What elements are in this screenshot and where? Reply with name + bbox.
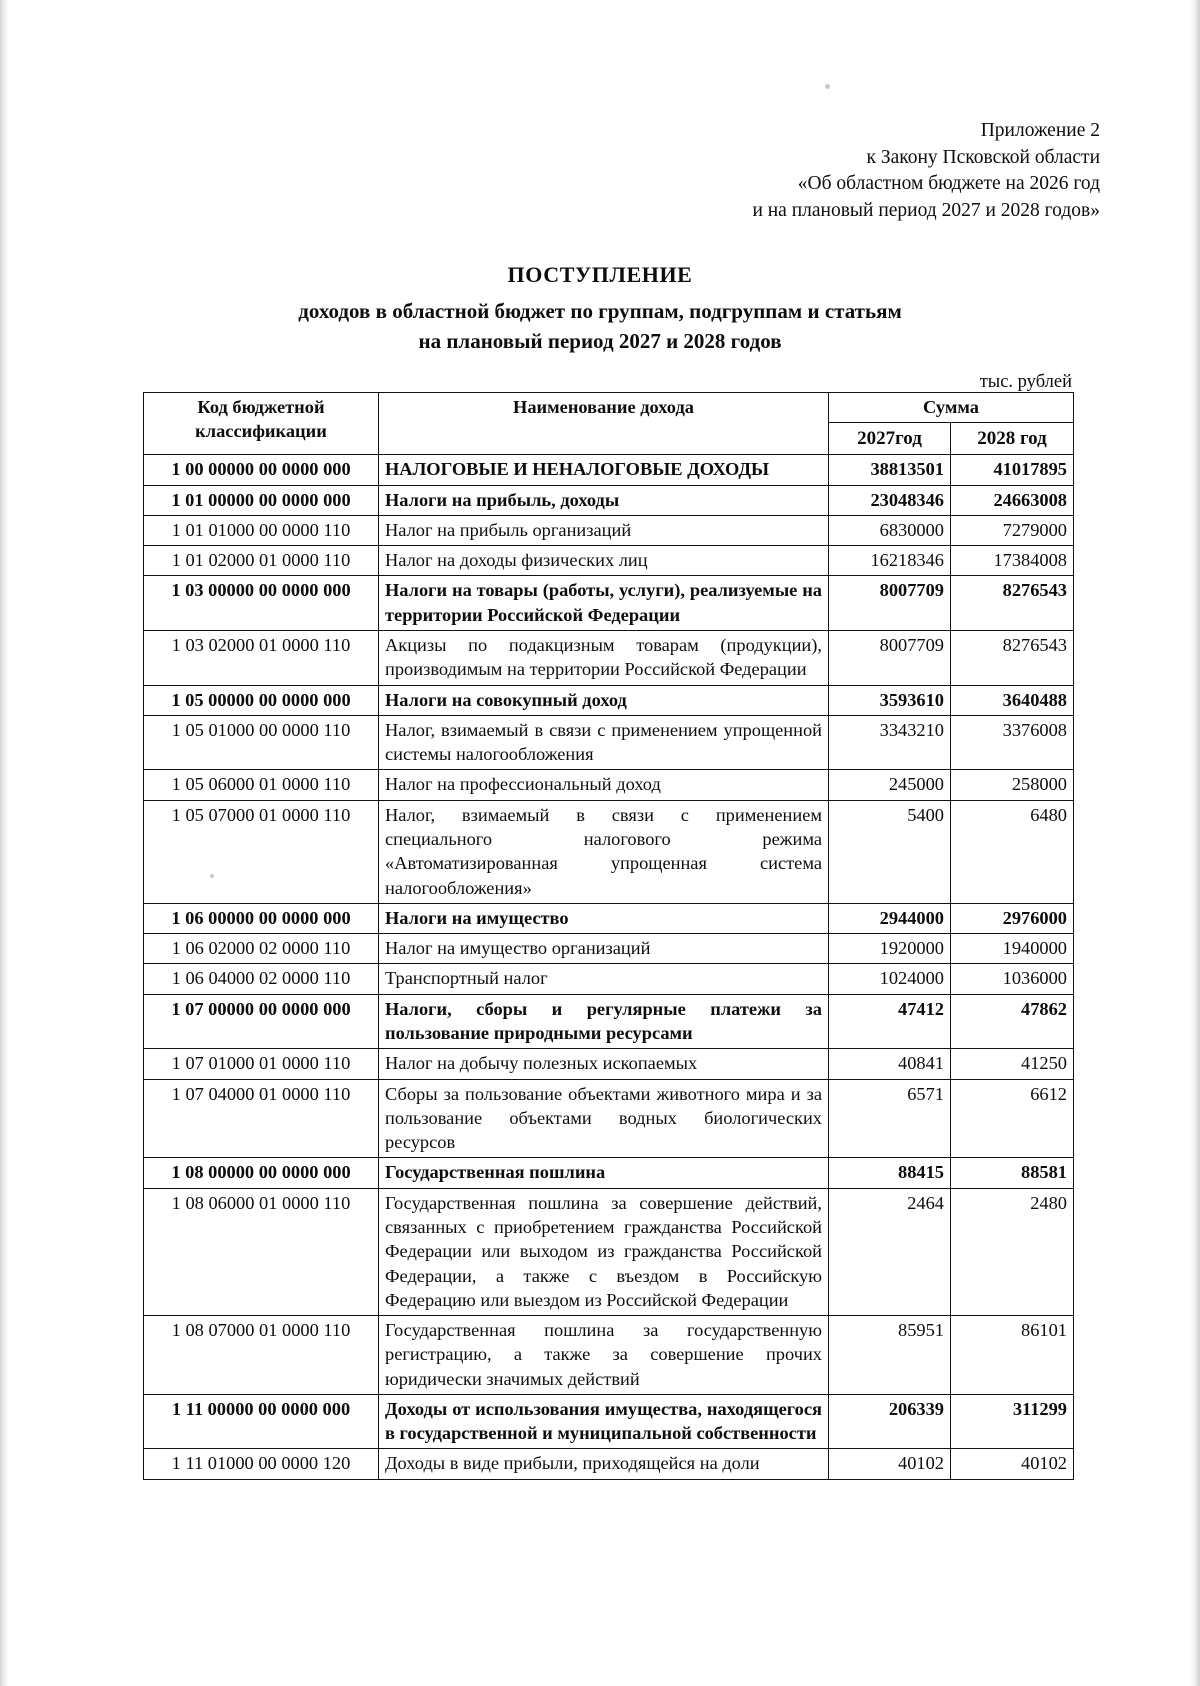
cell-amount-2027: 1024000 (829, 964, 951, 994)
column-header-code-line2: классификации (195, 421, 327, 442)
cell-amount-2028: 24663008 (951, 485, 1074, 515)
page-subtitle-line-1: доходов в областной бюджет по группам, подгруппам и статьям (298, 299, 902, 323)
cell-budget-code: 1 07 01000 01 0000 110 (144, 1049, 379, 1079)
cell-amount-2027: 8007709 (829, 576, 951, 631)
budget-table (143, 392, 1074, 1480)
cell-amount-2027: 88415 (829, 1158, 951, 1188)
table-row (144, 1049, 1074, 1079)
cell-budget-code: 1 01 02000 01 0000 110 (144, 546, 379, 576)
budget-table-wrap (143, 392, 1073, 1480)
header-line-budget-year: «Об областном бюджете на 2026 год (797, 173, 1100, 195)
table-row (144, 715, 1074, 770)
cell-budget-code: 1 07 04000 01 0000 110 (144, 1079, 379, 1158)
cell-income-name: Государственная пошлина (379, 1158, 829, 1188)
cell-amount-2027: 245000 (829, 770, 951, 800)
table-row (144, 1449, 1074, 1479)
units-label: тыс. рублей (979, 372, 1072, 392)
cell-amount-2027: 5400 (829, 800, 951, 903)
cell-income-name: Налоги на совокупный доход (379, 685, 829, 715)
table-row (144, 576, 1074, 631)
table-row (144, 1158, 1074, 1188)
cell-income-name: Налог на прибыль организаций (379, 515, 829, 545)
cell-income-name: Налог на профессиональный доход (379, 770, 829, 800)
cell-income-name: Сборы за пользование объектами животного мира и за пользование объектами водных биологических ресурсов (379, 1079, 829, 1158)
cell-income-name: Налог, взимаемый в связи с применением специального налогового режима «Автоматизированная упрощенная система налогообложения» (379, 800, 829, 903)
table-row (144, 485, 1074, 515)
title-block (0, 262, 1200, 357)
cell-amount-2028: 8276543 (951, 631, 1074, 686)
cell-budget-code: 1 06 02000 02 0000 110 (144, 934, 379, 964)
column-header-code-line1: Код бюджетной (197, 397, 325, 417)
cell-amount-2028: 8276543 (951, 576, 1074, 631)
cell-income-name: Налог на доходы физических лиц (379, 546, 829, 576)
cell-amount-2027: 16218346 (829, 546, 951, 576)
cell-amount-2028: 86101 (951, 1316, 1074, 1395)
cell-budget-code: 1 07 00000 00 0000 000 (144, 994, 379, 1049)
table-row (144, 685, 1074, 715)
cell-income-name: Налог на добычу полезных ископаемых (379, 1049, 829, 1079)
scan-edge-right (1190, 0, 1200, 1686)
cell-budget-code: 1 03 02000 01 0000 110 (144, 631, 379, 686)
cell-income-name: Налоги на имущество (379, 903, 829, 933)
cell-amount-2027: 8007709 (829, 631, 951, 686)
table-header (144, 393, 1074, 455)
table-row (144, 1394, 1074, 1449)
cell-income-name: Государственная пошлина за государственную регистрацию, а также за совершение прочих юридически значимых действий (379, 1316, 829, 1395)
cell-amount-2027: 40102 (829, 1449, 951, 1479)
cell-income-name: Налоги на товары (работы, услуги), реализуемые на территории Российской Федерации (379, 576, 829, 631)
cell-budget-code: 1 05 00000 00 0000 000 (144, 685, 379, 715)
cell-budget-code: 1 08 06000 01 0000 110 (144, 1188, 379, 1315)
cell-amount-2028: 6480 (951, 800, 1074, 903)
cell-budget-code: 1 06 00000 00 0000 000 (144, 903, 379, 933)
cell-amount-2028: 6612 (951, 1079, 1074, 1158)
table-row (144, 964, 1074, 994)
cell-amount-2027: 6830000 (829, 515, 951, 545)
cell-amount-2027: 23048346 (829, 485, 951, 515)
scan-speck (825, 84, 830, 89)
cell-amount-2028: 40102 (951, 1449, 1074, 1479)
cell-budget-code: 1 11 00000 00 0000 000 (144, 1394, 379, 1449)
cell-income-name: Налоги на прибыль, доходы (379, 485, 829, 515)
page-subtitle-line-2: на плановый период 2027 и 2028 годов (418, 328, 782, 353)
table-row (144, 1188, 1074, 1315)
cell-amount-2028: 41250 (951, 1049, 1074, 1079)
cell-budget-code: 1 05 01000 00 0000 110 (144, 715, 379, 770)
cell-amount-2028: 1036000 (951, 964, 1074, 994)
table-row (144, 1316, 1074, 1395)
cell-budget-code: 1 01 01000 00 0000 110 (144, 515, 379, 545)
cell-income-name: Налоги, сборы и регулярные платежи за пользование природными ресурсами (379, 994, 829, 1049)
cell-income-name: Доходы от использования имущества, находящегося в государственной и муниципальной собственности (379, 1394, 829, 1449)
cell-amount-2028: 41017895 (951, 455, 1074, 485)
cell-amount-2027: 3343210 (829, 715, 951, 770)
table-row (144, 800, 1074, 903)
table-row (144, 515, 1074, 545)
cell-budget-code: 1 01 00000 00 0000 000 (144, 485, 379, 515)
cell-amount-2027: 2464 (829, 1188, 951, 1315)
cell-income-name: Государственная пошлина за совершение действий, связанных с приобретением гражданства Российской Федерации или выходом из гражданства Российской Федерации, а также с въездом в Российскую Федерацию или выездом из Российской Федерации (379, 1188, 829, 1315)
cell-amount-2027: 206339 (829, 1394, 951, 1449)
cell-amount-2028: 2976000 (951, 903, 1074, 933)
cell-amount-2027: 1920000 (829, 934, 951, 964)
cell-budget-code: 1 08 07000 01 0000 110 (144, 1316, 379, 1395)
cell-amount-2027: 38813501 (829, 455, 951, 485)
cell-amount-2027: 47412 (829, 994, 951, 1049)
column-header-year-2027: 2027год (829, 423, 951, 455)
cell-income-name: Налог, взимаемый в связи с применением упрощенной системы налогообложения (379, 715, 829, 770)
cell-amount-2027: 3593610 (829, 685, 951, 715)
cell-amount-2027: 40841 (829, 1049, 951, 1079)
cell-amount-2027: 85951 (829, 1316, 951, 1395)
table-row (144, 934, 1074, 964)
table-row (144, 1079, 1074, 1158)
cell-amount-2028: 311299 (951, 1394, 1074, 1449)
cell-amount-2028: 3376008 (951, 715, 1074, 770)
header-line-appendix: Приложение 2 (980, 120, 1100, 141)
cell-amount-2028: 2480 (951, 1188, 1074, 1315)
cell-budget-code: 1 03 00000 00 0000 000 (144, 576, 379, 631)
cell-amount-2028: 17384008 (951, 546, 1074, 576)
cell-budget-code: 1 05 07000 01 0000 110 (144, 800, 379, 903)
cell-amount-2028: 88581 (951, 1158, 1074, 1188)
cell-budget-code: 1 06 04000 02 0000 110 (144, 964, 379, 994)
cell-income-name: Транспортный налог (379, 964, 829, 994)
header-line-planning-period: и на плановый период 2027 и 2028 годов» (752, 200, 1100, 222)
table-row (144, 631, 1074, 686)
column-header-code (144, 393, 379, 455)
cell-budget-code: 1 05 06000 01 0000 110 (144, 770, 379, 800)
table-body (144, 455, 1074, 1479)
column-header-name: Наименование дохода (379, 393, 829, 455)
page-title: ПОСТУПЛЕНИЕ (507, 262, 693, 287)
cell-income-name: Доходы в виде прибыли, приходящейся на доли (379, 1449, 829, 1479)
column-header-year-2028: 2028 год (951, 423, 1074, 455)
document-header (630, 118, 1100, 225)
table-row (144, 455, 1074, 485)
table-header-row-1 (144, 393, 1074, 423)
cell-amount-2028: 1940000 (951, 934, 1074, 964)
cell-budget-code: 1 08 00000 00 0000 000 (144, 1158, 379, 1188)
cell-budget-code: 1 11 01000 00 0000 120 (144, 1449, 379, 1479)
cell-amount-2028: 258000 (951, 770, 1074, 800)
table-row (144, 994, 1074, 1049)
cell-budget-code: 1 00 00000 00 0000 000 (144, 455, 379, 485)
cell-income-name: НАЛОГОВЫЕ И НЕНАЛОГОВЫЕ ДОХОДЫ (379, 455, 829, 485)
cell-amount-2027: 6571 (829, 1079, 951, 1158)
scan-edge-left (0, 0, 9, 1686)
column-header-sum: Сумма (829, 393, 1074, 423)
cell-amount-2028: 47862 (951, 994, 1074, 1049)
table-row (144, 546, 1074, 576)
cell-amount-2028: 7279000 (951, 515, 1074, 545)
header-line-law: к Закону Псковской области (866, 146, 1100, 168)
table-row (144, 770, 1074, 800)
cell-amount-2027: 2944000 (829, 903, 951, 933)
cell-income-name: Акцизы по подакцизным товарам (продукции), производимым на территории Российской Федерации (379, 631, 829, 686)
cell-income-name: Налог на имущество организаций (379, 934, 829, 964)
cell-amount-2028: 3640488 (951, 685, 1074, 715)
table-row (144, 903, 1074, 933)
